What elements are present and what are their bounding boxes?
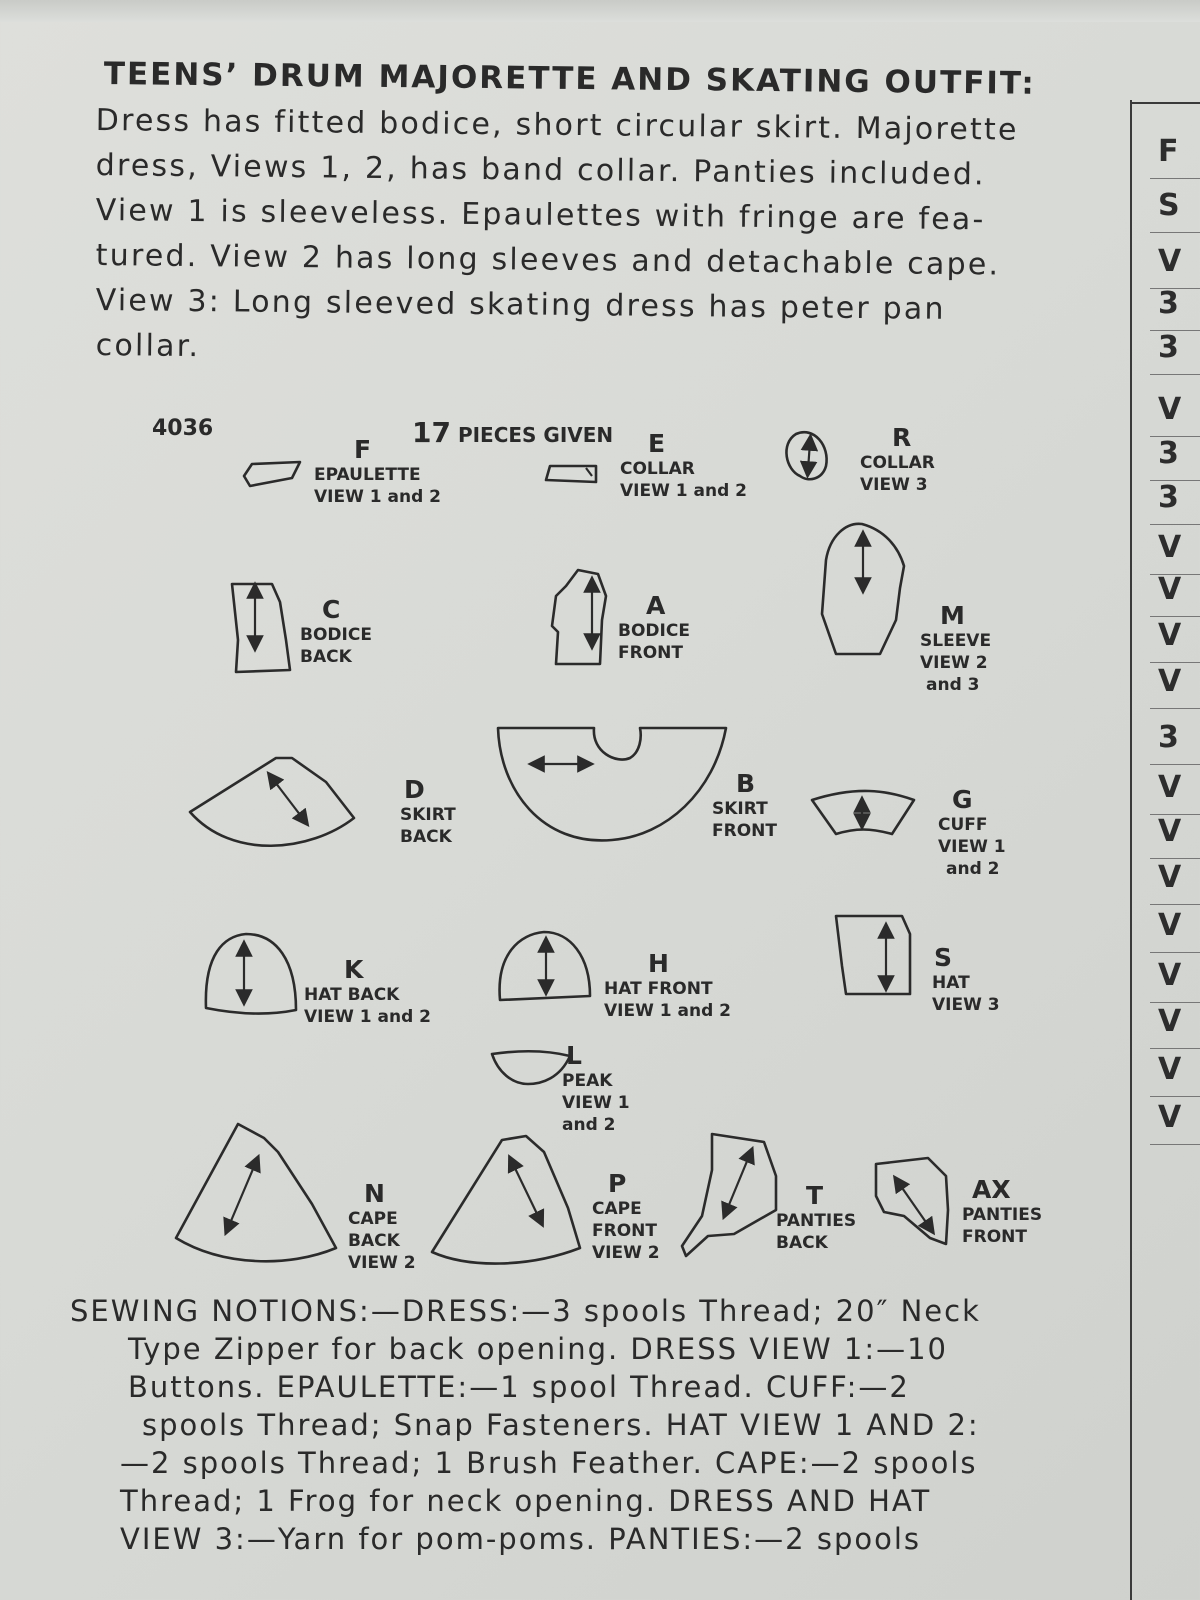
piece-letter: P (608, 1169, 627, 1198)
piece-caption: BACK (776, 1233, 828, 1253)
side-table-rule (1150, 1144, 1200, 1145)
side-table-rule (1150, 524, 1200, 525)
description-line: View 1 is sleeveless. Epaulettes with fringe are fea- (95, 192, 986, 238)
piece-letter: G (952, 785, 973, 814)
side-table-cell: 3 (1158, 286, 1179, 321)
piece-l-peak-shape (492, 1051, 570, 1084)
sewing-notions (70, 1292, 1090, 1558)
piece-caption: COLLAR (860, 453, 935, 473)
piece-caption: FRONT (962, 1227, 1027, 1247)
piece-caption: and 3 (926, 675, 980, 695)
side-table-cell: V (1158, 814, 1182, 849)
piece-label-l (562, 1042, 630, 1136)
pattern-number: 4036 (152, 416, 214, 441)
side-table-cell: 3 (1158, 436, 1179, 471)
piece-caption: VIEW 1 (938, 837, 1006, 857)
piece-label-r (860, 424, 935, 496)
side-table-cell: V (1158, 530, 1182, 565)
side-table-rule (1150, 858, 1200, 859)
piece-c-bodice-back-shape (232, 584, 290, 672)
side-table (1130, 100, 1200, 1600)
side-table-cell: V (1158, 1052, 1182, 1087)
piece-caption: PEAK (562, 1071, 613, 1091)
description-line: View 3: Long sleeved skating dress has peter pan (95, 282, 946, 327)
piece-letter: D (404, 775, 425, 804)
side-table-cell: V (1158, 392, 1182, 427)
notion-line: Buttons. EPAULETTE:—1 spool Thread. CUFF:—2 (128, 1370, 910, 1404)
piece-caption: PANTIES (962, 1205, 1043, 1225)
piece-letter: C (322, 595, 341, 624)
piece-r-collar-shape (786, 432, 826, 479)
side-table-cell: 3 (1158, 330, 1179, 365)
side-table-cell: V (1158, 860, 1182, 895)
piece-caption: HAT FRONT (604, 979, 713, 999)
piece-caption: SKIRT (712, 799, 768, 819)
side-table-cell: V (1158, 908, 1182, 943)
piece-caption: VIEW 1 and 2 (314, 487, 442, 507)
piece-caption: VIEW 1 and 2 (620, 481, 748, 501)
piece-h-hat-front-shape (500, 932, 590, 1000)
piece-label-b (712, 770, 777, 842)
side-table-cell: 3 (1158, 480, 1179, 515)
piece-caption: BODICE (618, 621, 690, 641)
side-table-rule (1150, 952, 1200, 953)
piece-label-m (920, 602, 991, 696)
piece-caption: HAT (932, 973, 970, 993)
piece-caption: FRONT (618, 643, 683, 663)
side-table-cell: V (1158, 244, 1182, 279)
piece-letter: AX (972, 1175, 1011, 1204)
piece-label-ax (962, 1176, 1042, 1248)
piece-letter: R (892, 423, 912, 452)
piece-letter: K (344, 955, 364, 984)
piece-caption: VIEW 1 and 2 (604, 1001, 732, 1021)
piece-caption: VIEW 1 and 2 (304, 1007, 432, 1027)
side-table-rule (1150, 904, 1200, 905)
side-table-cell: V (1158, 770, 1182, 805)
side-table-rule (1150, 1002, 1200, 1003)
piece-caption: BACK (300, 647, 352, 667)
piece-label-a (618, 592, 690, 664)
piece-k-hat-back-shape (206, 934, 296, 1014)
piece-caption: HAT BACK (304, 985, 400, 1005)
description-line: dress, Views 1, 2, has band collar. Panties included. (95, 147, 986, 193)
piece-caption: VIEW 1 (562, 1093, 630, 1113)
piece-label-p (592, 1170, 660, 1264)
piece-label-d (400, 776, 456, 848)
notion-line: Type Zipper for back opening. DRESS VIEW 1:—10 (128, 1332, 949, 1366)
piece-caption: FRONT (592, 1221, 657, 1241)
piece-letter: N (364, 1179, 385, 1208)
piece-caption: FRONT (712, 821, 777, 841)
piece-n-cape-back-shape (176, 1124, 336, 1261)
piece-caption: and 2 (946, 859, 1000, 879)
piece-letter: L (566, 1041, 582, 1070)
side-table-rule (1150, 764, 1200, 765)
description-line: tured. View 2 has long sleeves and detachable cape. (95, 237, 1001, 283)
side-table-cell: 3 (1158, 720, 1179, 755)
description-line: collar. (95, 327, 201, 365)
piece-caption: BACK (348, 1231, 400, 1251)
piece-caption: BACK (400, 827, 452, 847)
piece-t-panties-back-shape (682, 1134, 776, 1256)
piece-label-k (304, 956, 431, 1028)
piece-label-c (300, 596, 372, 668)
side-table-rule (1150, 616, 1200, 617)
piece-letter: H (648, 949, 669, 978)
side-table-cell: F (1158, 134, 1179, 169)
side-table-rule (1150, 1096, 1200, 1097)
side-table-cell: V (1158, 958, 1182, 993)
side-table-rule (1150, 178, 1200, 179)
piece-caption: COLLAR (620, 459, 695, 479)
piece-caption: SKIRT (400, 805, 456, 825)
description-line: Dress has fitted bodice, short circular skirt. Majorette (95, 102, 1019, 148)
piece-label-g (938, 786, 1006, 880)
piece-label-n (348, 1180, 416, 1274)
piece-f-epaulette-shape (244, 462, 300, 486)
piece-letter: B (736, 769, 756, 798)
piece-caption: CUFF (938, 815, 988, 835)
piece-caption: CAPE (592, 1199, 642, 1219)
piece-caption: VIEW 2 (592, 1243, 660, 1263)
side-table-rule (1150, 1048, 1200, 1049)
piece-letter: F (354, 435, 372, 464)
side-table-cell: V (1158, 664, 1182, 699)
piece-caption: VIEW 3 (860, 475, 928, 495)
side-table-cell: V (1158, 1100, 1182, 1135)
piece-label-s (932, 944, 1000, 1016)
piece-s-hat-shape (836, 916, 910, 994)
piece-caption: CAPE (348, 1209, 398, 1229)
pieces-count-number: 17 (412, 416, 451, 449)
side-table-rule (1150, 708, 1200, 709)
side-table-cell: V (1158, 618, 1182, 653)
piece-caption: EPAULETTE (314, 465, 421, 485)
side-table-rule (1150, 374, 1200, 375)
side-table-top-rule (1130, 102, 1200, 104)
piece-letter: S (934, 943, 953, 972)
piece-label-t (776, 1182, 856, 1254)
side-table-rule (1150, 232, 1200, 233)
piece-letter: M (940, 601, 965, 630)
piece-caption: PANTIES (776, 1211, 857, 1231)
piece-caption: VIEW 2 (348, 1253, 416, 1273)
notion-line: SEWING NOTIONS:—DRESS:—3 spools Thread; 20″ Neck (70, 1294, 981, 1328)
notion-line: spools Thread; Snap Fasteners. HAT VIEW 1 AND 2: (142, 1408, 980, 1442)
piece-e-collar-shape (546, 466, 596, 482)
side-table-rule (1150, 662, 1200, 663)
side-table-cell: S (1158, 188, 1180, 223)
piece-letter: E (648, 429, 666, 458)
piece-label-f (314, 436, 441, 508)
notion-line: —2 spools Thread; 1 Brush Feather. CAPE:—2 spools (120, 1446, 978, 1480)
pieces-count-text: PIECES GIVEN (457, 423, 614, 447)
piece-letter: T (806, 1181, 824, 1210)
description-title: TEENS’ DRUM MAJORETTE AND SKATING OUTFIT: (103, 56, 1036, 102)
piece-caption: BODICE (300, 625, 372, 645)
piece-d-skirt-back-shape (190, 758, 354, 846)
piece-caption: VIEW 2 (920, 653, 988, 673)
notion-line: VIEW 3:—Yarn for pom-poms. PANTIES:—2 spools (120, 1522, 922, 1556)
piece-letter: A (646, 591, 666, 620)
piece-label-e (620, 430, 747, 502)
piece-caption: SLEEVE (920, 631, 992, 651)
side-table-cell: V (1158, 572, 1182, 607)
notion-line: Thread; 1 Frog for neck opening. DRESS AND HAT (120, 1484, 932, 1518)
piece-label-h (604, 950, 731, 1022)
piece-b-skirt-front-shape (498, 728, 726, 840)
side-table-cell: V (1158, 1004, 1182, 1039)
piece-p-cape-front-shape (432, 1136, 580, 1264)
piece-caption: and 2 (562, 1115, 616, 1135)
piece-a-bodice-front-shape (552, 570, 606, 664)
piece-caption: VIEW 3 (932, 995, 1000, 1015)
